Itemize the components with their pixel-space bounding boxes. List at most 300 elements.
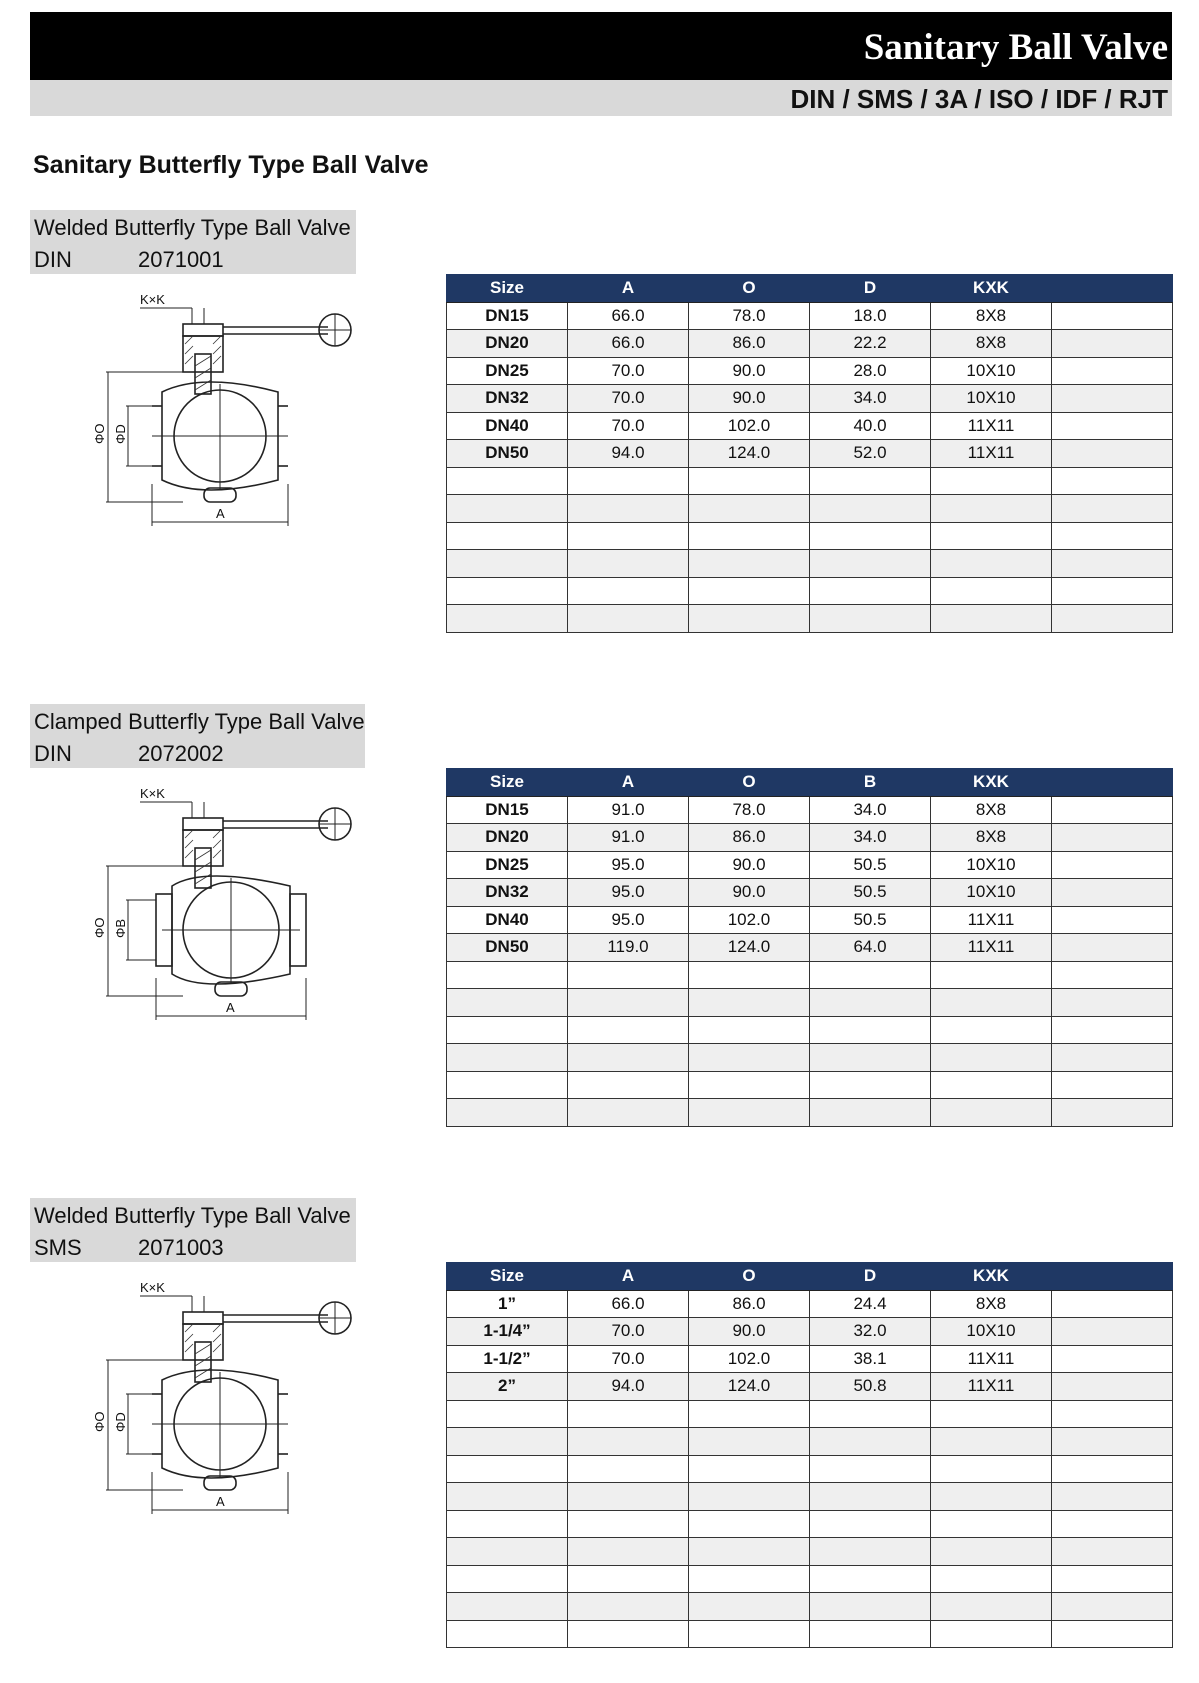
hatch-line: [185, 1324, 193, 1332]
table-row: [447, 1510, 1173, 1538]
value-cell: [810, 1400, 931, 1428]
value-cell: 24.4: [810, 1290, 931, 1318]
value-cell: [568, 1455, 689, 1483]
value-cell: [931, 1538, 1052, 1566]
value-cell: 18.0: [810, 302, 931, 330]
value-cell: [810, 1428, 931, 1456]
value-cell: 91.0: [568, 824, 689, 852]
value-cell: 8X8: [931, 1290, 1052, 1318]
hatch-line: [213, 1344, 221, 1352]
value-cell: [568, 1483, 689, 1511]
size-cell: [447, 1099, 568, 1127]
product-name: Clamped Butterfly Type Ball Valve: [34, 709, 365, 734]
handle-hub: [183, 818, 223, 830]
size-cell: [447, 1565, 568, 1593]
size-cell: [447, 495, 568, 523]
product-standard: DIN: [34, 247, 72, 272]
value-cell: [931, 1428, 1052, 1456]
value-cell: [810, 495, 931, 523]
value-cell: [810, 1044, 931, 1072]
table-row: [447, 1538, 1173, 1566]
table-row: [447, 851, 1173, 879]
value-cell: 70.0: [568, 412, 689, 440]
value-cell: 90.0: [689, 851, 810, 879]
size-cell: DN40: [447, 906, 568, 934]
value-cell: 90.0: [689, 385, 810, 413]
spec-table-header-row: [447, 769, 1173, 797]
table-row: [447, 879, 1173, 907]
value-cell: 10X10: [931, 851, 1052, 879]
value-cell: [689, 1538, 810, 1566]
value-cell: [689, 1016, 810, 1044]
value-cell: [1052, 906, 1173, 934]
kxk-label: K×K: [140, 292, 165, 307]
hatch-line: [213, 840, 221, 848]
value-cell: 94.0: [568, 1373, 689, 1401]
value-cell: 90.0: [689, 879, 810, 907]
value-cell: [1052, 357, 1173, 385]
value-cell: [568, 1593, 689, 1621]
value-cell: [810, 1593, 931, 1621]
value-cell: [689, 577, 810, 605]
kxk-label: K×K: [140, 1280, 165, 1295]
value-cell: [810, 1099, 931, 1127]
column-header: A: [568, 275, 689, 303]
table-row: [447, 330, 1173, 358]
value-cell: 78.0: [689, 302, 810, 330]
value-cell: [1052, 550, 1173, 578]
value-cell: 52.0: [810, 440, 931, 468]
value-cell: [1052, 1290, 1173, 1318]
value-cell: 50.5: [810, 851, 931, 879]
value-cell: 8X8: [931, 302, 1052, 330]
value-cell: [931, 1400, 1052, 1428]
valve-drawing-container: [80, 284, 410, 554]
table-row: [447, 467, 1173, 495]
size-cell: DN40: [447, 412, 568, 440]
value-cell: [810, 1071, 931, 1099]
column-header: Size: [447, 1263, 568, 1291]
column-header: O: [689, 275, 810, 303]
value-cell: [568, 467, 689, 495]
value-cell: [689, 1510, 810, 1538]
table-row: [447, 934, 1173, 962]
table-row: [447, 357, 1173, 385]
value-cell: [931, 1593, 1052, 1621]
product-label-box: [30, 210, 356, 274]
table-row: [447, 1483, 1173, 1511]
product-code: 2071003: [138, 1235, 224, 1260]
size-cell: DN20: [447, 824, 568, 852]
value-cell: 50.5: [810, 906, 931, 934]
value-cell: 8X8: [931, 824, 1052, 852]
value-cell: 40.0: [810, 412, 931, 440]
column-header: A: [568, 769, 689, 797]
value-cell: [689, 1620, 810, 1648]
handle-hub: [183, 1312, 223, 1324]
table-row: [447, 577, 1173, 605]
size-cell: DN25: [447, 851, 568, 879]
column-header: [1052, 275, 1173, 303]
value-cell: [689, 605, 810, 633]
table-row: [447, 796, 1173, 824]
value-cell: [689, 550, 810, 578]
table-row: [447, 1016, 1173, 1044]
product-name: Welded Butterfly Type Ball Valve: [34, 215, 351, 240]
value-cell: [931, 467, 1052, 495]
value-cell: 34.0: [810, 385, 931, 413]
value-cell: 11X11: [931, 1373, 1052, 1401]
header-title: Sanitary Ball Valve: [863, 27, 1168, 68]
hatch-line: [185, 850, 193, 858]
size-cell: [447, 605, 568, 633]
value-cell: [689, 1400, 810, 1428]
value-cell: 119.0: [568, 934, 689, 962]
value-cell: [689, 1483, 810, 1511]
value-cell: [568, 1565, 689, 1593]
valve-drawing: [80, 1272, 410, 1542]
a-label: A: [216, 1494, 225, 1509]
value-cell: [931, 522, 1052, 550]
column-header: KXK: [931, 769, 1052, 797]
value-cell: [810, 522, 931, 550]
value-cell: [1052, 1510, 1173, 1538]
value-cell: [810, 577, 931, 605]
table-row: [447, 1044, 1173, 1072]
column-header: D: [810, 1263, 931, 1291]
size-cell: 1-1/4”: [447, 1318, 568, 1346]
size-cell: [447, 577, 568, 605]
value-cell: [931, 1455, 1052, 1483]
value-cell: [568, 1044, 689, 1072]
value-cell: [1052, 1565, 1173, 1593]
hatch-line: [195, 368, 211, 378]
size-cell: DN20: [447, 330, 568, 358]
value-cell: 70.0: [568, 357, 689, 385]
o-label: ΦO: [92, 1411, 107, 1432]
inner-label: ΦD: [113, 1412, 128, 1432]
handle-hub: [183, 324, 223, 336]
column-header: [1052, 769, 1173, 797]
value-cell: [1052, 440, 1173, 468]
value-cell: 50.8: [810, 1373, 931, 1401]
value-cell: 8X8: [931, 796, 1052, 824]
size-cell: [447, 1071, 568, 1099]
column-header: O: [689, 769, 810, 797]
spec-table: [446, 768, 1173, 1127]
value-cell: 10X10: [931, 385, 1052, 413]
value-cell: 28.0: [810, 357, 931, 385]
hatch-line: [195, 850, 211, 860]
value-cell: [810, 989, 931, 1017]
table-row: [447, 961, 1173, 989]
stem: [195, 1342, 211, 1382]
table-row: [447, 302, 1173, 330]
size-cell: DN50: [447, 440, 568, 468]
table-row: [447, 1455, 1173, 1483]
value-cell: [931, 1099, 1052, 1127]
value-cell: [568, 1400, 689, 1428]
hatch-line: [185, 1344, 193, 1352]
value-cell: [689, 961, 810, 989]
hatch-line: [213, 356, 221, 364]
size-cell: [447, 1620, 568, 1648]
stem: [195, 848, 211, 888]
value-cell: [1052, 934, 1173, 962]
value-cell: 10X10: [931, 357, 1052, 385]
hatch-line: [185, 830, 193, 838]
value-cell: [1052, 1318, 1173, 1346]
table-row: [447, 550, 1173, 578]
value-cell: [568, 522, 689, 550]
value-cell: [810, 1538, 931, 1566]
table-row: [447, 906, 1173, 934]
hatch-line: [195, 1356, 211, 1366]
value-cell: 102.0: [689, 1345, 810, 1373]
size-cell: [447, 1593, 568, 1621]
value-cell: [1052, 522, 1173, 550]
value-cell: [1052, 1044, 1173, 1072]
size-cell: DN15: [447, 302, 568, 330]
inner-label: ΦB: [113, 918, 128, 938]
table-row: [447, 1620, 1173, 1648]
table-row: [447, 989, 1173, 1017]
value-cell: 94.0: [568, 440, 689, 468]
value-cell: [931, 1620, 1052, 1648]
value-cell: [1052, 577, 1173, 605]
size-cell: DN50: [447, 934, 568, 962]
value-cell: [568, 1428, 689, 1456]
size-cell: [447, 1538, 568, 1566]
value-cell: [568, 1538, 689, 1566]
header-standards: DIN / SMS / 3A / ISO / IDF / RJT: [790, 84, 1168, 114]
value-cell: [931, 1565, 1052, 1593]
value-cell: [1052, 851, 1173, 879]
size-cell: [447, 1044, 568, 1072]
value-cell: 22.2: [810, 330, 931, 358]
size-cell: [447, 1400, 568, 1428]
value-cell: [689, 1565, 810, 1593]
product-section: [0, 210, 1199, 690]
value-cell: [931, 1044, 1052, 1072]
table-row: [447, 1373, 1173, 1401]
size-cell: DN25: [447, 357, 568, 385]
value-cell: 11X11: [931, 412, 1052, 440]
value-cell: [1052, 1538, 1173, 1566]
value-cell: 66.0: [568, 302, 689, 330]
value-cell: [931, 1016, 1052, 1044]
stem: [195, 354, 211, 394]
value-cell: 86.0: [689, 330, 810, 358]
product-section: [0, 704, 1199, 1184]
value-cell: [568, 495, 689, 523]
value-cell: 70.0: [568, 1345, 689, 1373]
value-cell: 124.0: [689, 1373, 810, 1401]
hatch-line: [185, 336, 193, 344]
value-cell: [568, 1071, 689, 1099]
size-cell: [447, 1016, 568, 1044]
table-row: [447, 605, 1173, 633]
value-cell: [689, 1071, 810, 1099]
column-header: D: [810, 275, 931, 303]
value-cell: 95.0: [568, 851, 689, 879]
hatch-line: [213, 1324, 221, 1332]
value-cell: [810, 605, 931, 633]
hatch-line: [213, 346, 221, 354]
table-row: [447, 824, 1173, 852]
value-cell: 11X11: [931, 1345, 1052, 1373]
value-cell: [810, 1510, 931, 1538]
table-row: [447, 522, 1173, 550]
value-cell: [810, 1565, 931, 1593]
product-name: Welded Butterfly Type Ball Valve: [34, 1203, 351, 1228]
column-header: B: [810, 769, 931, 797]
value-cell: [568, 605, 689, 633]
column-header: Size: [447, 769, 568, 797]
value-cell: 86.0: [689, 1290, 810, 1318]
value-cell: [1052, 302, 1173, 330]
value-cell: [1052, 879, 1173, 907]
value-cell: [1052, 1373, 1173, 1401]
value-cell: [1052, 796, 1173, 824]
value-cell: [689, 467, 810, 495]
value-cell: 95.0: [568, 906, 689, 934]
size-cell: [447, 1483, 568, 1511]
hatch-line: [185, 1334, 193, 1342]
value-cell: 10X10: [931, 879, 1052, 907]
value-cell: 66.0: [568, 330, 689, 358]
table-row: [447, 385, 1173, 413]
value-cell: [810, 550, 931, 578]
value-cell: [1052, 467, 1173, 495]
value-cell: [689, 1455, 810, 1483]
value-cell: [1052, 1428, 1173, 1456]
hatch-line: [195, 1344, 211, 1354]
value-cell: 102.0: [689, 412, 810, 440]
value-cell: [689, 1593, 810, 1621]
table-row: [447, 495, 1173, 523]
value-cell: [931, 605, 1052, 633]
value-cell: [1052, 824, 1173, 852]
value-cell: [1052, 1071, 1173, 1099]
table-row: [447, 1400, 1173, 1428]
header-standards-bar: [30, 80, 1172, 116]
size-cell: 1-1/2”: [447, 1345, 568, 1373]
kxk-label: K×K: [140, 786, 165, 801]
value-cell: [1052, 989, 1173, 1017]
column-header: KXK: [931, 1263, 1052, 1291]
value-cell: [810, 1483, 931, 1511]
value-cell: [568, 989, 689, 1017]
a-label: A: [216, 506, 225, 521]
valve-drawing: [80, 778, 410, 1048]
size-cell: [447, 1510, 568, 1538]
hatch-line: [185, 356, 193, 364]
value-cell: 95.0: [568, 879, 689, 907]
value-cell: [689, 1044, 810, 1072]
page-heading: Sanitary Butterfly Type Ball Valve: [33, 151, 429, 179]
value-cell: 78.0: [689, 796, 810, 824]
value-cell: 90.0: [689, 1318, 810, 1346]
value-cell: 11X11: [931, 440, 1052, 468]
size-cell: [447, 467, 568, 495]
value-cell: 11X11: [931, 934, 1052, 962]
table-row: [447, 1099, 1173, 1127]
hatch-line: [185, 346, 193, 354]
hatch-line: [213, 336, 221, 344]
column-header: O: [689, 1263, 810, 1291]
size-cell: [447, 989, 568, 1017]
value-cell: [1052, 1483, 1173, 1511]
value-cell: 124.0: [689, 440, 810, 468]
value-cell: [568, 1016, 689, 1044]
a-label: A: [226, 1000, 235, 1015]
value-cell: [931, 989, 1052, 1017]
value-cell: [689, 522, 810, 550]
spec-table-header-row: [447, 1263, 1173, 1291]
size-cell: DN15: [447, 796, 568, 824]
value-cell: [1052, 330, 1173, 358]
value-cell: 86.0: [689, 824, 810, 852]
inner-label: ΦD: [113, 424, 128, 444]
value-cell: [810, 1620, 931, 1648]
table-row: [447, 1071, 1173, 1099]
value-cell: [810, 1016, 931, 1044]
value-cell: [568, 1620, 689, 1648]
value-cell: [810, 467, 931, 495]
value-cell: [568, 550, 689, 578]
column-header: [1052, 1263, 1173, 1291]
hatch-line: [185, 840, 193, 848]
value-cell: [568, 961, 689, 989]
value-cell: [568, 577, 689, 605]
value-cell: 90.0: [689, 357, 810, 385]
value-cell: [931, 495, 1052, 523]
value-cell: 32.0: [810, 1318, 931, 1346]
table-row: [447, 1565, 1173, 1593]
value-cell: [931, 577, 1052, 605]
value-cell: 64.0: [810, 934, 931, 962]
column-header: KXK: [931, 275, 1052, 303]
value-cell: [931, 1483, 1052, 1511]
value-cell: 102.0: [689, 906, 810, 934]
value-cell: [689, 1428, 810, 1456]
table-row: [447, 1290, 1173, 1318]
value-cell: [1052, 1455, 1173, 1483]
value-cell: 50.5: [810, 879, 931, 907]
valve-drawing: [80, 284, 410, 554]
spec-table: [446, 1262, 1173, 1648]
value-cell: 91.0: [568, 796, 689, 824]
value-cell: [1052, 961, 1173, 989]
value-cell: 34.0: [810, 824, 931, 852]
product-standard: SMS: [34, 1235, 82, 1260]
product-code: 2071001: [138, 247, 224, 272]
value-cell: [1052, 1345, 1173, 1373]
value-cell: [689, 989, 810, 1017]
value-cell: [689, 1099, 810, 1127]
hatch-line: [213, 830, 221, 838]
value-cell: [1052, 1400, 1173, 1428]
product-label-box: [30, 704, 365, 768]
value-cell: [1052, 605, 1173, 633]
value-cell: [1052, 1016, 1173, 1044]
hatch-line: [213, 1334, 221, 1342]
size-cell: DN32: [447, 879, 568, 907]
value-cell: [1052, 1099, 1173, 1127]
value-cell: 34.0: [810, 796, 931, 824]
value-cell: [931, 1071, 1052, 1099]
